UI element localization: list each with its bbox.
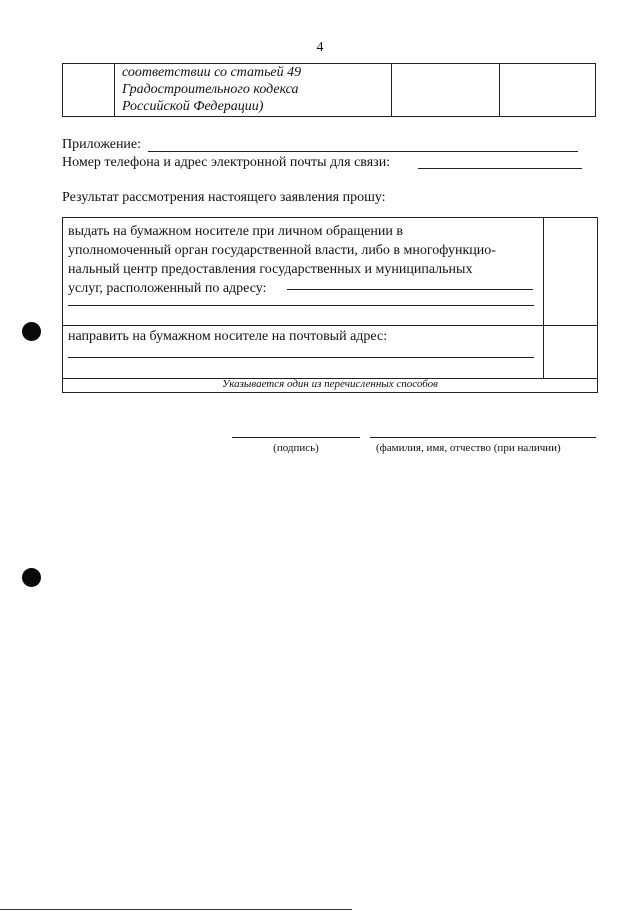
mail-address-field[interactable] — [68, 357, 534, 358]
page-number: 4 — [316, 40, 324, 55]
contact-label: Номер телефона и адрес электронной почты для связи: — [62, 155, 391, 170]
option-in-person-text: выдать на бумажном носителе при личном обращении в уполномоченный орган государственной власти, либо в многофункцио- нальный центр предоставления государственных и муниципальных услуг, расположенный по адресу: — [68, 224, 496, 296]
table-row-divider — [63, 325, 597, 326]
attachment-label: Приложение: — [62, 137, 142, 152]
option-mail-checkbox[interactable] — [544, 325, 596, 377]
top-table-text: соответствии со статьей 49 Градостроительного кодекса Российской Федерации) — [122, 65, 302, 114]
in-person-address-field-line2[interactable] — [68, 305, 534, 306]
attachment-field[interactable] — [148, 151, 578, 152]
option-mail-text: направить на бумажном носителе на почтовый адрес: — [68, 329, 388, 344]
full-name-field[interactable] — [370, 437, 596, 438]
punch-hole — [22, 322, 41, 341]
table-divider — [391, 64, 392, 116]
result-request-label: Результат рассмотрения настоящего заявления прошу: — [62, 190, 386, 205]
signature-field[interactable] — [232, 437, 360, 438]
option-in-person-checkbox[interactable] — [544, 218, 596, 324]
full-name-caption: (фамилия, имя, отчество (при наличии) — [376, 442, 561, 454]
contact-field[interactable] — [418, 168, 582, 169]
signature-caption: (подпись) — [273, 442, 319, 454]
table-divider — [114, 64, 115, 116]
punch-hole — [22, 568, 41, 587]
options-footnote: Указывается один из перечисленных способов — [222, 378, 438, 390]
table-divider — [499, 64, 500, 116]
in-person-address-field[interactable] — [287, 289, 533, 290]
scan-edge-line — [0, 909, 352, 910]
